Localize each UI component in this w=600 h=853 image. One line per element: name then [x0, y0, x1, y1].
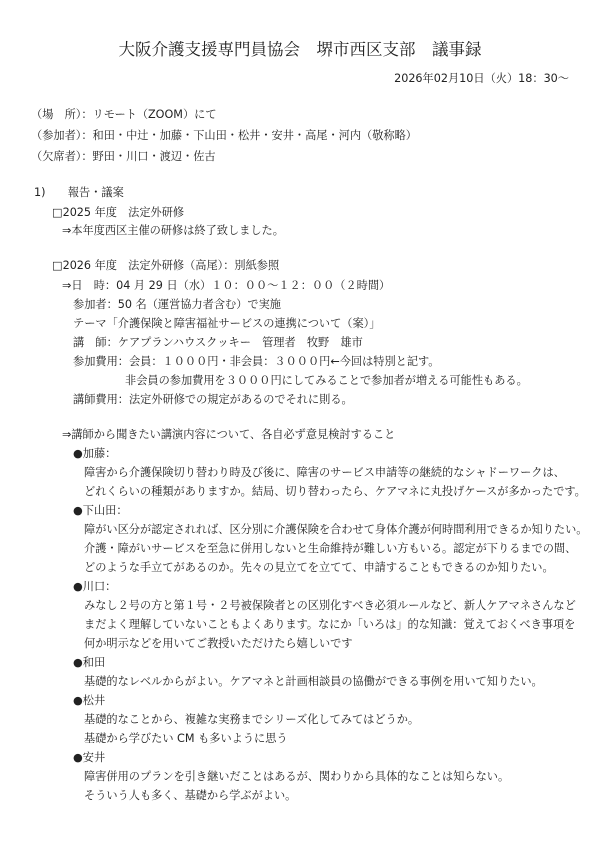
opinion-line: 基礎から学びたい CM も多いように思う — [84, 732, 288, 745]
opinion-line: 何か明示などを用いてご教授いただけたら嬉しいです — [84, 637, 353, 650]
section-heading: 1) 報告・議案 — [34, 186, 124, 199]
item-2026-title: □2026 年度 法定外研修（高尾）：別紙参照 — [52, 259, 280, 272]
opinion-line: 基礎的なことから、複雑な実務までシリーズ化してみてはどうか。 — [84, 713, 420, 726]
item-2026-participants: 参加者：50 名（運営協力者含む）で実施 — [73, 298, 281, 311]
opinion-name: ●加藤： — [73, 447, 117, 460]
opinion-line: みなし２号の方と第１号・２号被保険者との区別化すべき必須ルールなど、新人ケアマネさんなど — [84, 599, 576, 612]
opinion-line: 障害併用のプランを引き継いだことはあるが、関わりから具体的なことは知らない。 — [84, 770, 510, 783]
opinion-line: 障がい区分が認定されれば、区分別に介護保険を合わせて身体介護が何時間利用できるか知りたい。 — [84, 523, 588, 536]
item-2026-lecturer: 講 師：ケアプランハウスクッキー 管理者 牧野 雄市 — [73, 336, 363, 349]
opinion-line: 介護・障がいサービスを至急に併用しないと生命維持が難しい方もいる。認定が下りるまでの間、 — [84, 542, 577, 555]
item-2025-note: ⇒本年度西区主催の研修は終了致しました。 — [62, 224, 284, 237]
opinion-line: どのような手立てがあるのか。先々の見立てを立てて、申請することもできるのか知りたい。 — [84, 561, 554, 574]
attendees-line: （参加者）：和田・中辻・加藤・下山田・松井・安井・高尾・河内（敬称略） — [31, 129, 417, 142]
opinion-line: まだよく理解していないこともよくあります。なにか「いろは」的な知識：覚えておくべき事項を — [84, 618, 576, 631]
meeting-date: 2026年02月10日（火）18：30～ — [394, 72, 569, 85]
item-2026-fee-note: 非会員の参加費用を３０００円にしてみることで参加者が増える可能性もある。 — [125, 374, 528, 387]
absentees-line: （欠席者）：野田・川口・渡辺・佐古 — [31, 150, 216, 163]
opinion-line: そういう人も多く、基礎から学ぶがよい。 — [84, 789, 297, 802]
document-title: 大阪介護支援専門員協会 堺市西区支部 議事録 — [118, 40, 482, 59]
item-2026-lecturer-fee: 講師費用：法定外研修での規定があるのでそれに則る。 — [73, 393, 353, 406]
item-2026-fee: 参加費用：会員：１０００円・非会員：３０００円←今回は特別と記す。 — [73, 355, 440, 368]
opinion-name: ●和田 — [73, 656, 106, 669]
item-2026-date: ⇒日 時：04 月 29 日（水）１０：００～１２：００（２時間） — [62, 279, 391, 292]
opinion-line: 障害から介護保険切り替わり時及び後に、障害のサービス申請等の継続的なシャドーワークは、 — [84, 466, 565, 479]
opinions-intro: ⇒講師から聞きたい講演内容について、各自必ず意見検討すること — [62, 428, 396, 441]
opinion-name: ●松井 — [73, 694, 106, 707]
opinion-name: ●川口： — [73, 580, 117, 593]
item-2026-theme: テーマ「介護保険と障害福祉サービスの連携について（案）」 — [73, 317, 381, 330]
opinion-name: ●安井 — [73, 751, 106, 764]
opinion-line: どれくらいの種類がありますか。結局、切り替わったら、ケアマネに丸投げケースが多かったです。 — [84, 485, 586, 498]
place-line: （場 所）：リモート（ZOOM）にて — [31, 108, 217, 121]
opinion-name: ●下山田： — [73, 504, 128, 517]
opinion-line: 基礎的なレベルからがよい。ケアマネと計画相談員の協働ができる事例を用いて知りたい。 — [84, 675, 543, 688]
item-2025-title: □2025 年度 法定外研修 — [52, 206, 185, 219]
